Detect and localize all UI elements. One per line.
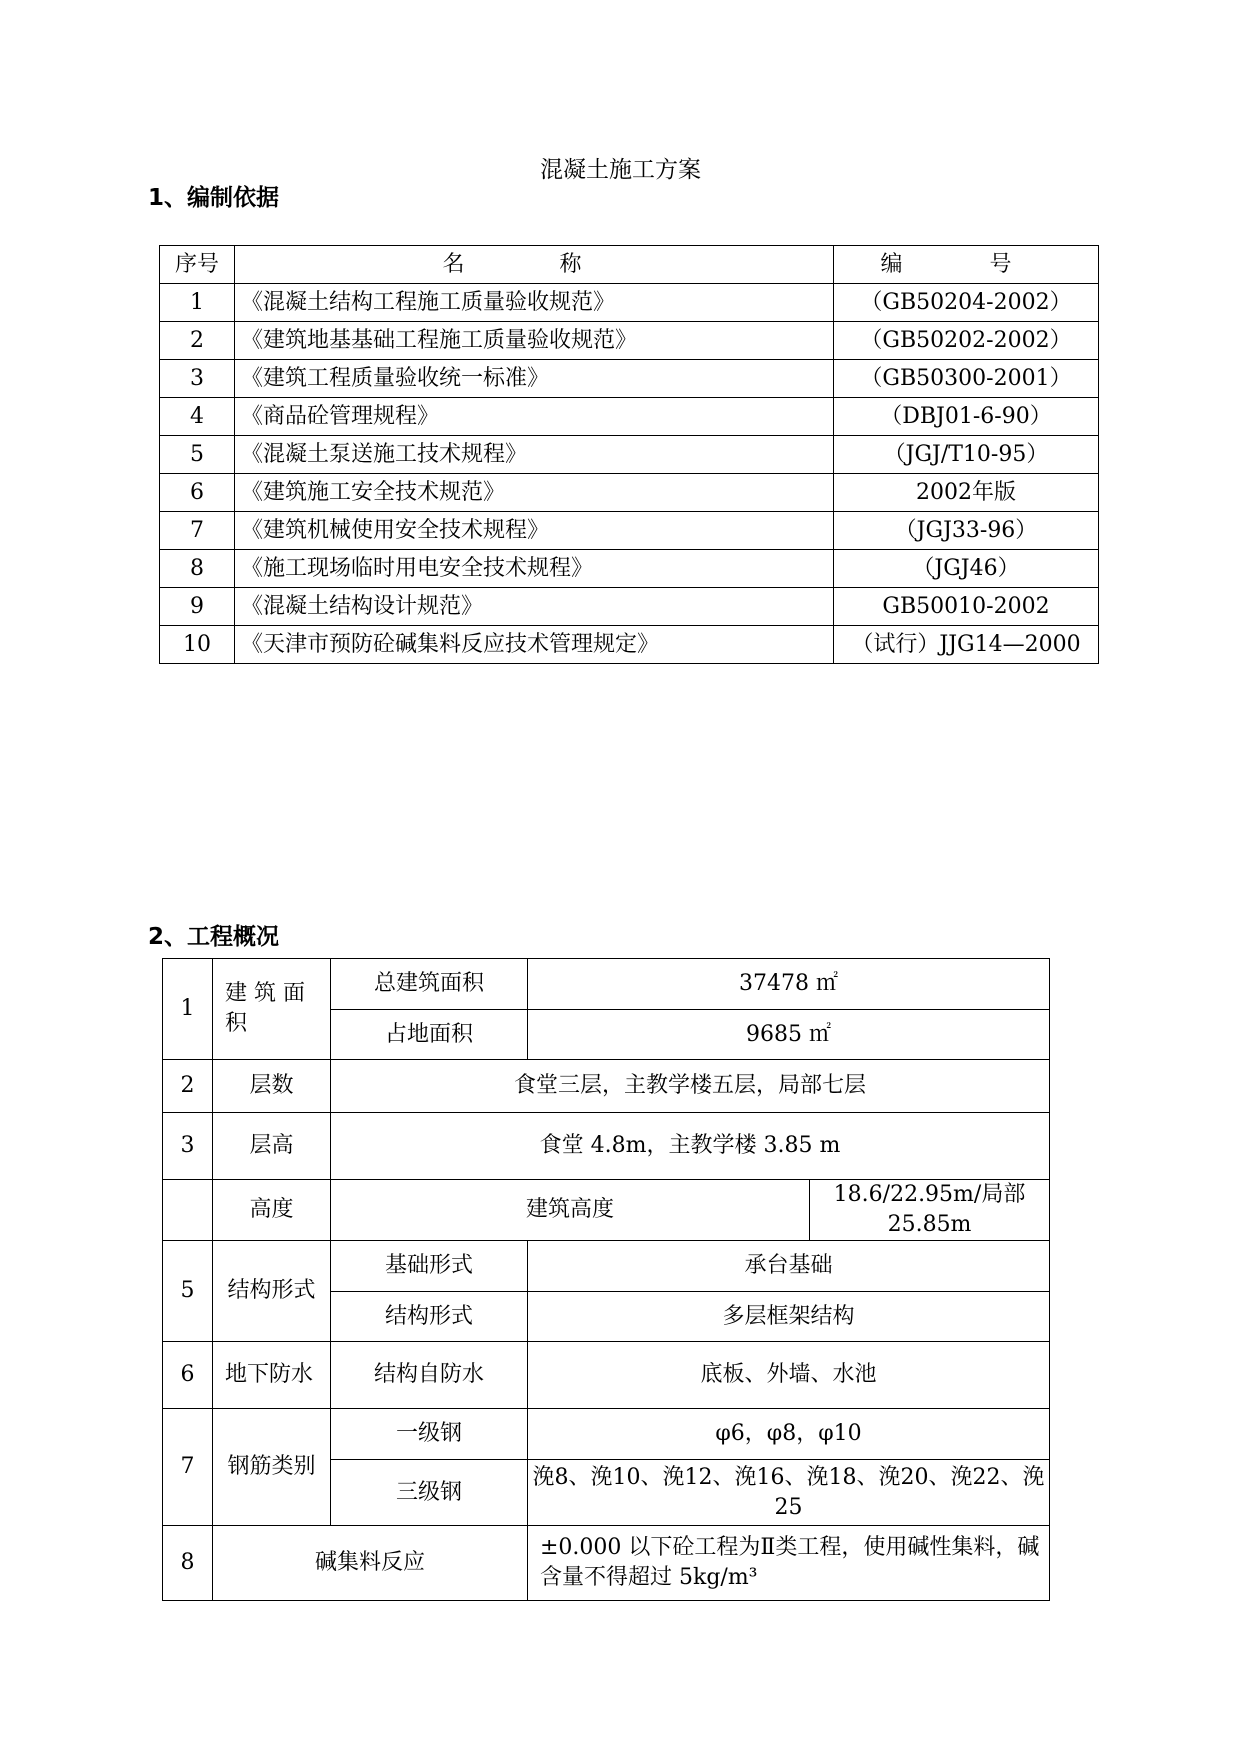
cell-name: 《混凝土结构工程施工质量验收规范》 [235, 284, 834, 322]
row-sub: 结构自防水 [331, 1342, 528, 1409]
row-sub: 建筑高度 [331, 1180, 810, 1241]
table-row [160, 284, 1099, 322]
table-header-row [160, 246, 1099, 284]
table-row [163, 1409, 1050, 1460]
cell-no: 7 [160, 512, 235, 550]
cell-no: 8 [160, 550, 235, 588]
cell-name: 《施工现场临时用电安全技术规程》 [235, 550, 834, 588]
row-value: 底板、外墙、水池 [528, 1342, 1050, 1409]
table-row [160, 360, 1099, 398]
cell-no: 6 [160, 474, 235, 512]
cell-code: （试行）JJG14—2000 [834, 626, 1099, 664]
cell-no: 9 [160, 588, 235, 626]
cell-name: 《建筑机械使用安全技术规程》 [235, 512, 834, 550]
table-row [160, 512, 1099, 550]
row-label: 钢筋类别 [213, 1409, 331, 1526]
overview-table [162, 958, 1050, 1601]
row-sub: 总建筑面积 [331, 959, 528, 1010]
cell-name: 《混凝土结构设计规范》 [235, 588, 834, 626]
row-label: 地下防水 [213, 1342, 331, 1409]
row-value: 食堂 4.8m，主教学楼 3.85 m [331, 1113, 1050, 1180]
row-no: 8 [163, 1526, 213, 1601]
row-label: 碱集料反应 [213, 1526, 528, 1601]
row-sub: 结构形式 [331, 1292, 528, 1342]
row-value: 多层框架结构 [528, 1292, 1050, 1342]
row-label: 层数 [213, 1060, 331, 1113]
table-row [163, 1526, 1050, 1601]
header-name: 名 称 [235, 246, 834, 284]
row-no: 7 [163, 1409, 213, 1526]
page-title: 混凝土施工方案 [540, 157, 701, 183]
cell-no: 5 [160, 436, 235, 474]
cell-code: （GB50204-2002） [834, 284, 1099, 322]
cell-no: 4 [160, 398, 235, 436]
table-row [160, 398, 1099, 436]
row-label: 结构形式 [213, 1241, 331, 1342]
cell-code: （JGJ/T10-95） [834, 436, 1099, 474]
table-row [160, 588, 1099, 626]
cell-name: 《天津市预防砼碱集料反应技术管理规定》 [235, 626, 834, 664]
cell-code: GB50010-2002 [834, 588, 1099, 626]
table-row [163, 1180, 1050, 1241]
row-sub: 基础形式 [331, 1241, 528, 1292]
row-no: 5 [163, 1241, 213, 1342]
table-row [160, 322, 1099, 360]
row-sub: 占地面积 [331, 1010, 528, 1060]
table-row [163, 959, 1050, 1010]
row-value: 承台基础 [528, 1241, 1050, 1292]
cell-no: 1 [160, 284, 235, 322]
section-heading-overview: 2、工程概况 [148, 924, 280, 950]
cell-code: （GB50202-2002） [834, 322, 1099, 360]
cell-name: 《混凝土泵送施工技术规程》 [235, 436, 834, 474]
table-row [163, 1342, 1050, 1409]
cell-code: （JGJ33-96） [834, 512, 1099, 550]
cell-no: 3 [160, 360, 235, 398]
table-row [163, 1060, 1050, 1113]
table-row [160, 550, 1099, 588]
cell-code: （GB50300-2001） [834, 360, 1099, 398]
table-row [163, 1113, 1050, 1180]
table-row [160, 474, 1099, 512]
row-value: ±0.000 以下砼工程为Ⅱ类工程，使用碱性集料，碱含量不得超过 5kg/m³ [528, 1526, 1050, 1601]
header-code: 编 号 [834, 246, 1099, 284]
cell-no: 10 [160, 626, 235, 664]
row-value: 食堂三层，主教学楼五层，局部七层 [331, 1060, 1050, 1113]
basis-table [159, 245, 1099, 664]
header-no: 序号 [160, 246, 235, 284]
row-no: 6 [163, 1342, 213, 1409]
cell-code: 2002年版 [834, 474, 1099, 512]
row-value: 9685 ㎡ [528, 1010, 1050, 1060]
cell-code: （DBJ01-6-90） [834, 398, 1099, 436]
cell-name: 《建筑施工安全技术规范》 [235, 474, 834, 512]
row-value: φ6，φ8，φ10 [528, 1409, 1050, 1460]
section-heading-basis: 1、编制依据 [148, 185, 280, 211]
row-label: 高度 [213, 1180, 331, 1241]
row-no [163, 1180, 213, 1241]
table-row [160, 626, 1099, 664]
cell-name: 《建筑工程质量验收统一标准》 [235, 360, 834, 398]
row-no: 2 [163, 1060, 213, 1113]
cell-name: 《建筑地基基础工程施工质量验收规范》 [235, 322, 834, 360]
row-value: 37478 ㎡ [528, 959, 1050, 1010]
row-sub: 一级钢 [331, 1409, 528, 1460]
row-label: 层高 [213, 1113, 331, 1180]
row-label: 建 筑 面积 [213, 959, 331, 1060]
row-value: 浼8、浼10、浼12、浼16、浼18、浼20、浼22、浼25 [528, 1460, 1050, 1526]
cell-code: （JGJ46） [834, 550, 1099, 588]
row-no: 1 [163, 959, 213, 1060]
cell-name: 《商品砼管理规程》 [235, 398, 834, 436]
cell-no: 2 [160, 322, 235, 360]
table-row [163, 1241, 1050, 1292]
row-no: 3 [163, 1113, 213, 1180]
row-value: 18.6/22.95m/局部 25.85m [810, 1180, 1050, 1241]
row-sub: 三级钢 [331, 1460, 528, 1526]
table-row [160, 436, 1099, 474]
